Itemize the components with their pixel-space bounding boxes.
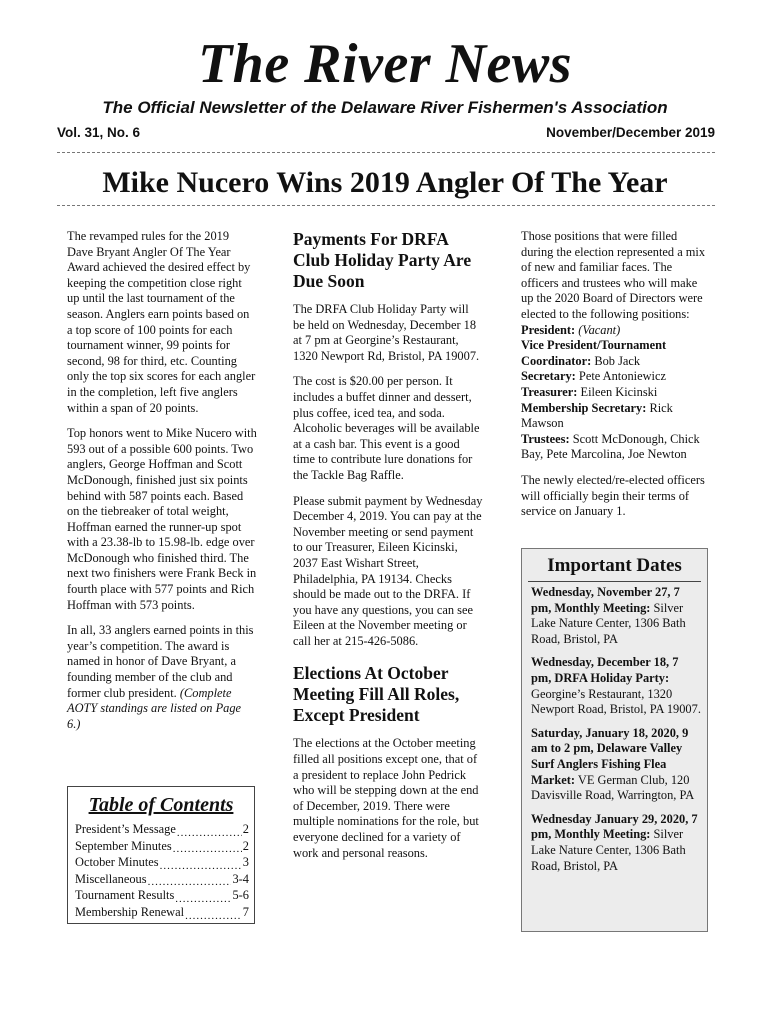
article-paragraph: The revamped rules for the 2019 Dave Bryant Angler Of The Year Award achieved the desired effect by keeping the competition close right up until the last tournament of the season. Anglers earn points based on a top score of 100 points for each tournament winner, 99 points for second, 98 for third, etc. Counting only the top six scores for each angler in the completion, left five anglers within a span of 20 points. [67, 229, 256, 415]
officer-entry: President: (Vacant) [521, 322, 621, 337]
event-entry: Wednesday January 29, 2020, 7 pm, Monthly Meeting: Silver Lake Nature Center, 1306 Bath Road, Bristol, PA [531, 811, 698, 873]
important-dates-box [521, 548, 708, 932]
article-paragraph: Those positions that were filled during the election represented a mix of new and familiar faces. The officers and trustees who will make up the 2020 Board of Directors were elected to the following positions: [521, 229, 706, 321]
officer-entry: Trustees: Scott McDonough, Chick Bay, Pete Marcolina, Joe Newton [521, 431, 700, 462]
toc-item-label: October Minutes [75, 855, 159, 870]
toc-item[interactable] [75, 904, 249, 921]
toc-item-page: 2 [242, 822, 249, 836]
event-entry: Wednesday, November 27, 7 pm, Monthly Meeting: Silver Lake Nature Center, 1306 Bath Road, Bristol, PA [531, 585, 686, 646]
article-paragraph: The elections at the October meeting filled all positions except one, that of a president to replace John Pedrick who will be stepping down at the end of December, 2019. There were multiple nominations for the role, but everyone declined for a variety of work and personal reasons. [293, 736, 479, 860]
holiday-party-heading: Payments For DRFA Club Holiday Party Are Due Soon [293, 229, 472, 291]
toc-item-page: 2 [242, 838, 249, 853]
article-paragraph [67, 623, 257, 732]
column-holiday-and-elections [293, 229, 483, 871]
toc-item-label: Miscellaneous [75, 871, 147, 886]
toc-item[interactable] [75, 887, 249, 904]
toc-item-label: September Minutes [75, 838, 172, 853]
article-paragraph: The cost is $20.00 per person. It includes a buffet dinner and dessert, plus coffee, iced tea, and soda. Alcoholic beverages will be available at a cash bar. This event is a good time to contribute lure donations for the Tackle Bag Raffle. [293, 374, 480, 482]
article-paragraph: The DRFA Club Holiday Party will be held on Wednesday, December 18 at 7 pm at Georgine’s Restaurant, 1320 Newport Rd, Bristol, PA 19007. [293, 302, 480, 363]
issue-date: November/December 2019 [546, 125, 715, 140]
toc-item-label: Membership Renewal [75, 904, 185, 919]
officer-entry: Treasurer: Eileen Kicinski [521, 384, 658, 399]
officer-entry: Vice President/Tournament Coordinator: Bob Jack [521, 338, 667, 368]
toc-item[interactable] [75, 838, 249, 855]
toc-item[interactable] [75, 821, 249, 838]
officer-entry: Membership Secretary: Rick Mawson [521, 400, 673, 431]
newsletter-subtitle: The Official Newsletter of the Delaware River Fishermen's Association [102, 98, 668, 117]
table-of-contents [67, 786, 255, 924]
officer-list [521, 323, 706, 463]
main-headline: Mike Nucero Wins 2019 Angler Of The Year [102, 166, 668, 199]
elections-heading: Elections At October Meeting Fill All Roles, Except President [293, 663, 460, 726]
volume-number: Vol. 31, No. 6 [57, 125, 141, 140]
article-text: In all, 33 anglers earned points in this year’s competition. The award is named in honor of Dave Bryant, a founding member of the club and former club president. [67, 623, 254, 700]
toc-item-label: President’s Message [75, 822, 176, 836]
toc-item-page: 7 [242, 904, 249, 919]
article-paragraph: Top honors went to Mike Nucero with 593 out of a possible 600 points. Two anglers, George Hoffman and Scott McDonough, finished just six points behind with 587 points each. Based on the tiebreaker of total weight, Hoffman earned the runner-up spot with a 23.38-lb to 15.98-lb. edge over McDonough who finished third. The next two finishers were Frank Beck in fourth place with 577 points and Rich Hoffman with 573 points. [67, 426, 257, 612]
toc-item[interactable] [75, 854, 249, 871]
column-officers [521, 229, 706, 530]
column-aoty-article [67, 229, 257, 732]
article-paragraph: Please submit payment by Wednesday December 4, 2019. You can pay at the November meeting or send payment to our Treasurer, Eileen Kicinski, 2037 East Wishart Street, Philadelphia, PA 19134. Checks should be made out to the DRFA. If you have any questions, you can see Eileen at the November meeting or call her at 215-426-5086. [293, 493, 483, 648]
event-entry: Wednesday, December 18, 7 pm, DRFA Holiday Party: Georgine’s Restaurant, 1320 Newport Road, Bristol, PA 19007. [531, 655, 701, 717]
newsletter-title: The River News [197, 33, 573, 95]
toc-list [75, 821, 249, 921]
headline-divider [57, 205, 715, 206]
article-paragraph: The newly elected/re-elected officers will officially begin their terms of service on January 1. [521, 472, 705, 519]
toc-item-page: 3-4 [232, 871, 249, 886]
standings-note: (Complete AOTY standings are listed on Page 6.) [67, 685, 242, 731]
officer-entry: Secretary: Pete Antoniewicz [521, 369, 666, 384]
top-divider [57, 152, 715, 153]
toc-item-label: Tournament Results [75, 888, 175, 903]
toc-item[interactable] [75, 871, 249, 888]
toc-item-page: 5-6 [232, 888, 249, 903]
toc-title: Table of Contents [88, 794, 234, 816]
toc-item-page: 3 [242, 855, 249, 870]
important-dates-title: Important Dates [547, 555, 682, 576]
important-dates-list [531, 585, 701, 882]
event-entry: Saturday, January 18, 2020, 9 am to 2 pm, Delaware Valley Surf Anglers Fishing Flea Market: VE German Club, 120 Davisville Road, Warrington, PA [531, 725, 695, 803]
